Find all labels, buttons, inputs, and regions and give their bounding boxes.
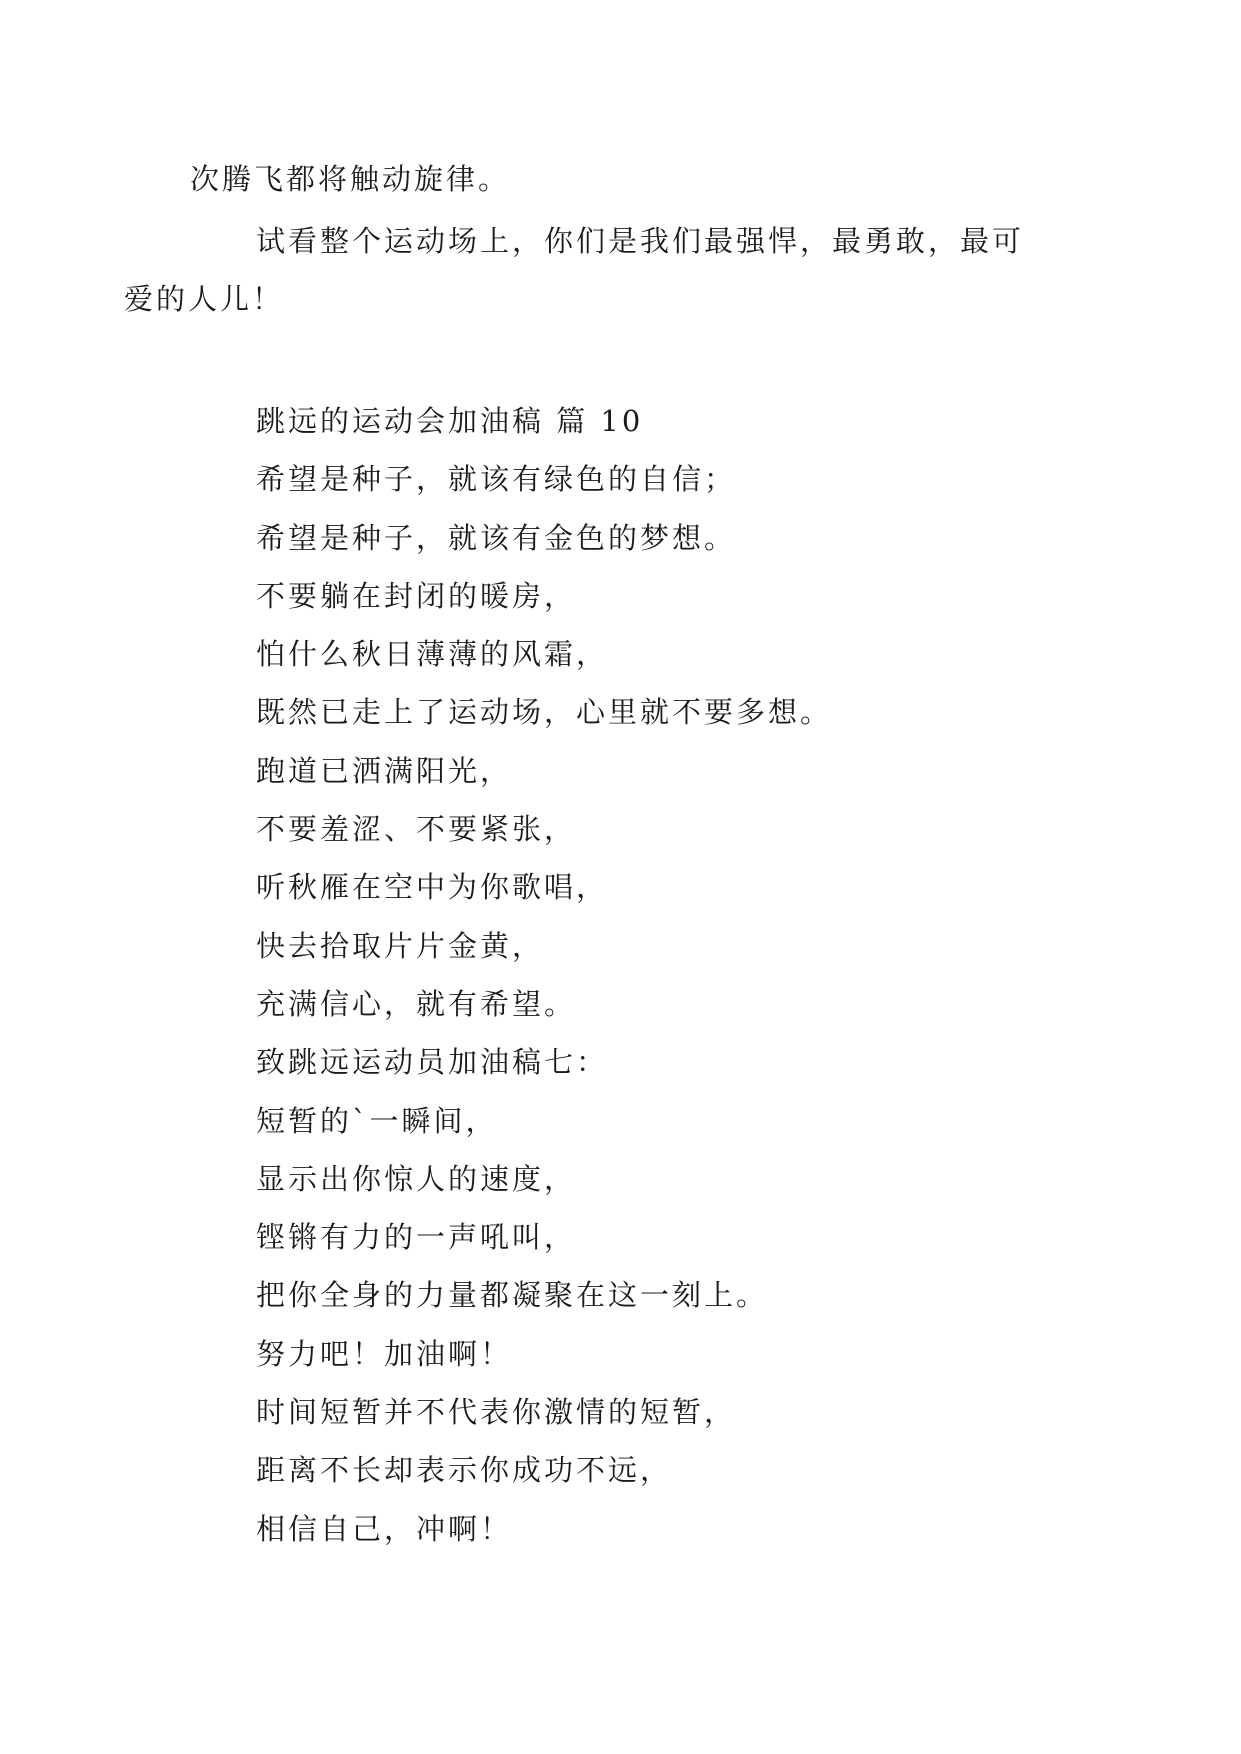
poem-line: 既然已走上了运动场，心里就不要多想。 [256, 695, 833, 730]
poem-line: 显示出你惊人的速度， [256, 1161, 577, 1196]
poem-line: 希望是种子，就该有金色的梦想。 [256, 520, 737, 555]
poem-line: 充满信心，就有希望。 [256, 986, 577, 1021]
poem-line: 相信自己，冲啊！ [256, 1511, 513, 1546]
paragraph-stadium-line-2: 爱的人儿！ [124, 282, 285, 316]
poem-line: 希望是种子，就该有绿色的自信； [256, 462, 737, 497]
paragraph-continuation: 次腾飞都将触动旋律。 [190, 162, 511, 196]
section-body [256, 392, 1056, 1558]
poem-line: 听秋雁在空中为你歌唱， [256, 870, 609, 905]
poem-line: 铿锵有力的一声吼叫， [256, 1220, 577, 1255]
poem-line: 快去拾取片片金黄， [256, 928, 545, 963]
poem-line: 努力吧！加油啊！ [256, 1336, 513, 1371]
poem-line: 致跳远运动员加油稿七： [256, 1045, 609, 1080]
poem-line: 怕什么秋日薄薄的风霜， [256, 637, 609, 672]
poem-line: 不要羞涩、不要紧张， [256, 812, 577, 847]
poem-line: 时间短暂并不代表你激情的短暂， [256, 1395, 737, 1430]
poem-line: 跑道已洒满阳光， [256, 753, 513, 788]
paragraph-stadium [124, 212, 1050, 328]
poem-line: 短暂的`一瞬间， [256, 1103, 498, 1138]
poem-line: 把你全身的力量都凝聚在这一刻上。 [256, 1278, 769, 1313]
paragraph-stadium-line-1: 试看整个运动场上，你们是我们最强悍，最勇敢，最可 [256, 224, 1025, 258]
poem-line: 不要躺在封闭的暖房， [256, 578, 577, 613]
intro-text [124, 150, 1050, 328]
section-title: 跳远的运动会加油稿 篇 10 [256, 404, 644, 438]
poem-line: 距离不长却表示你成功不远， [256, 1453, 673, 1488]
